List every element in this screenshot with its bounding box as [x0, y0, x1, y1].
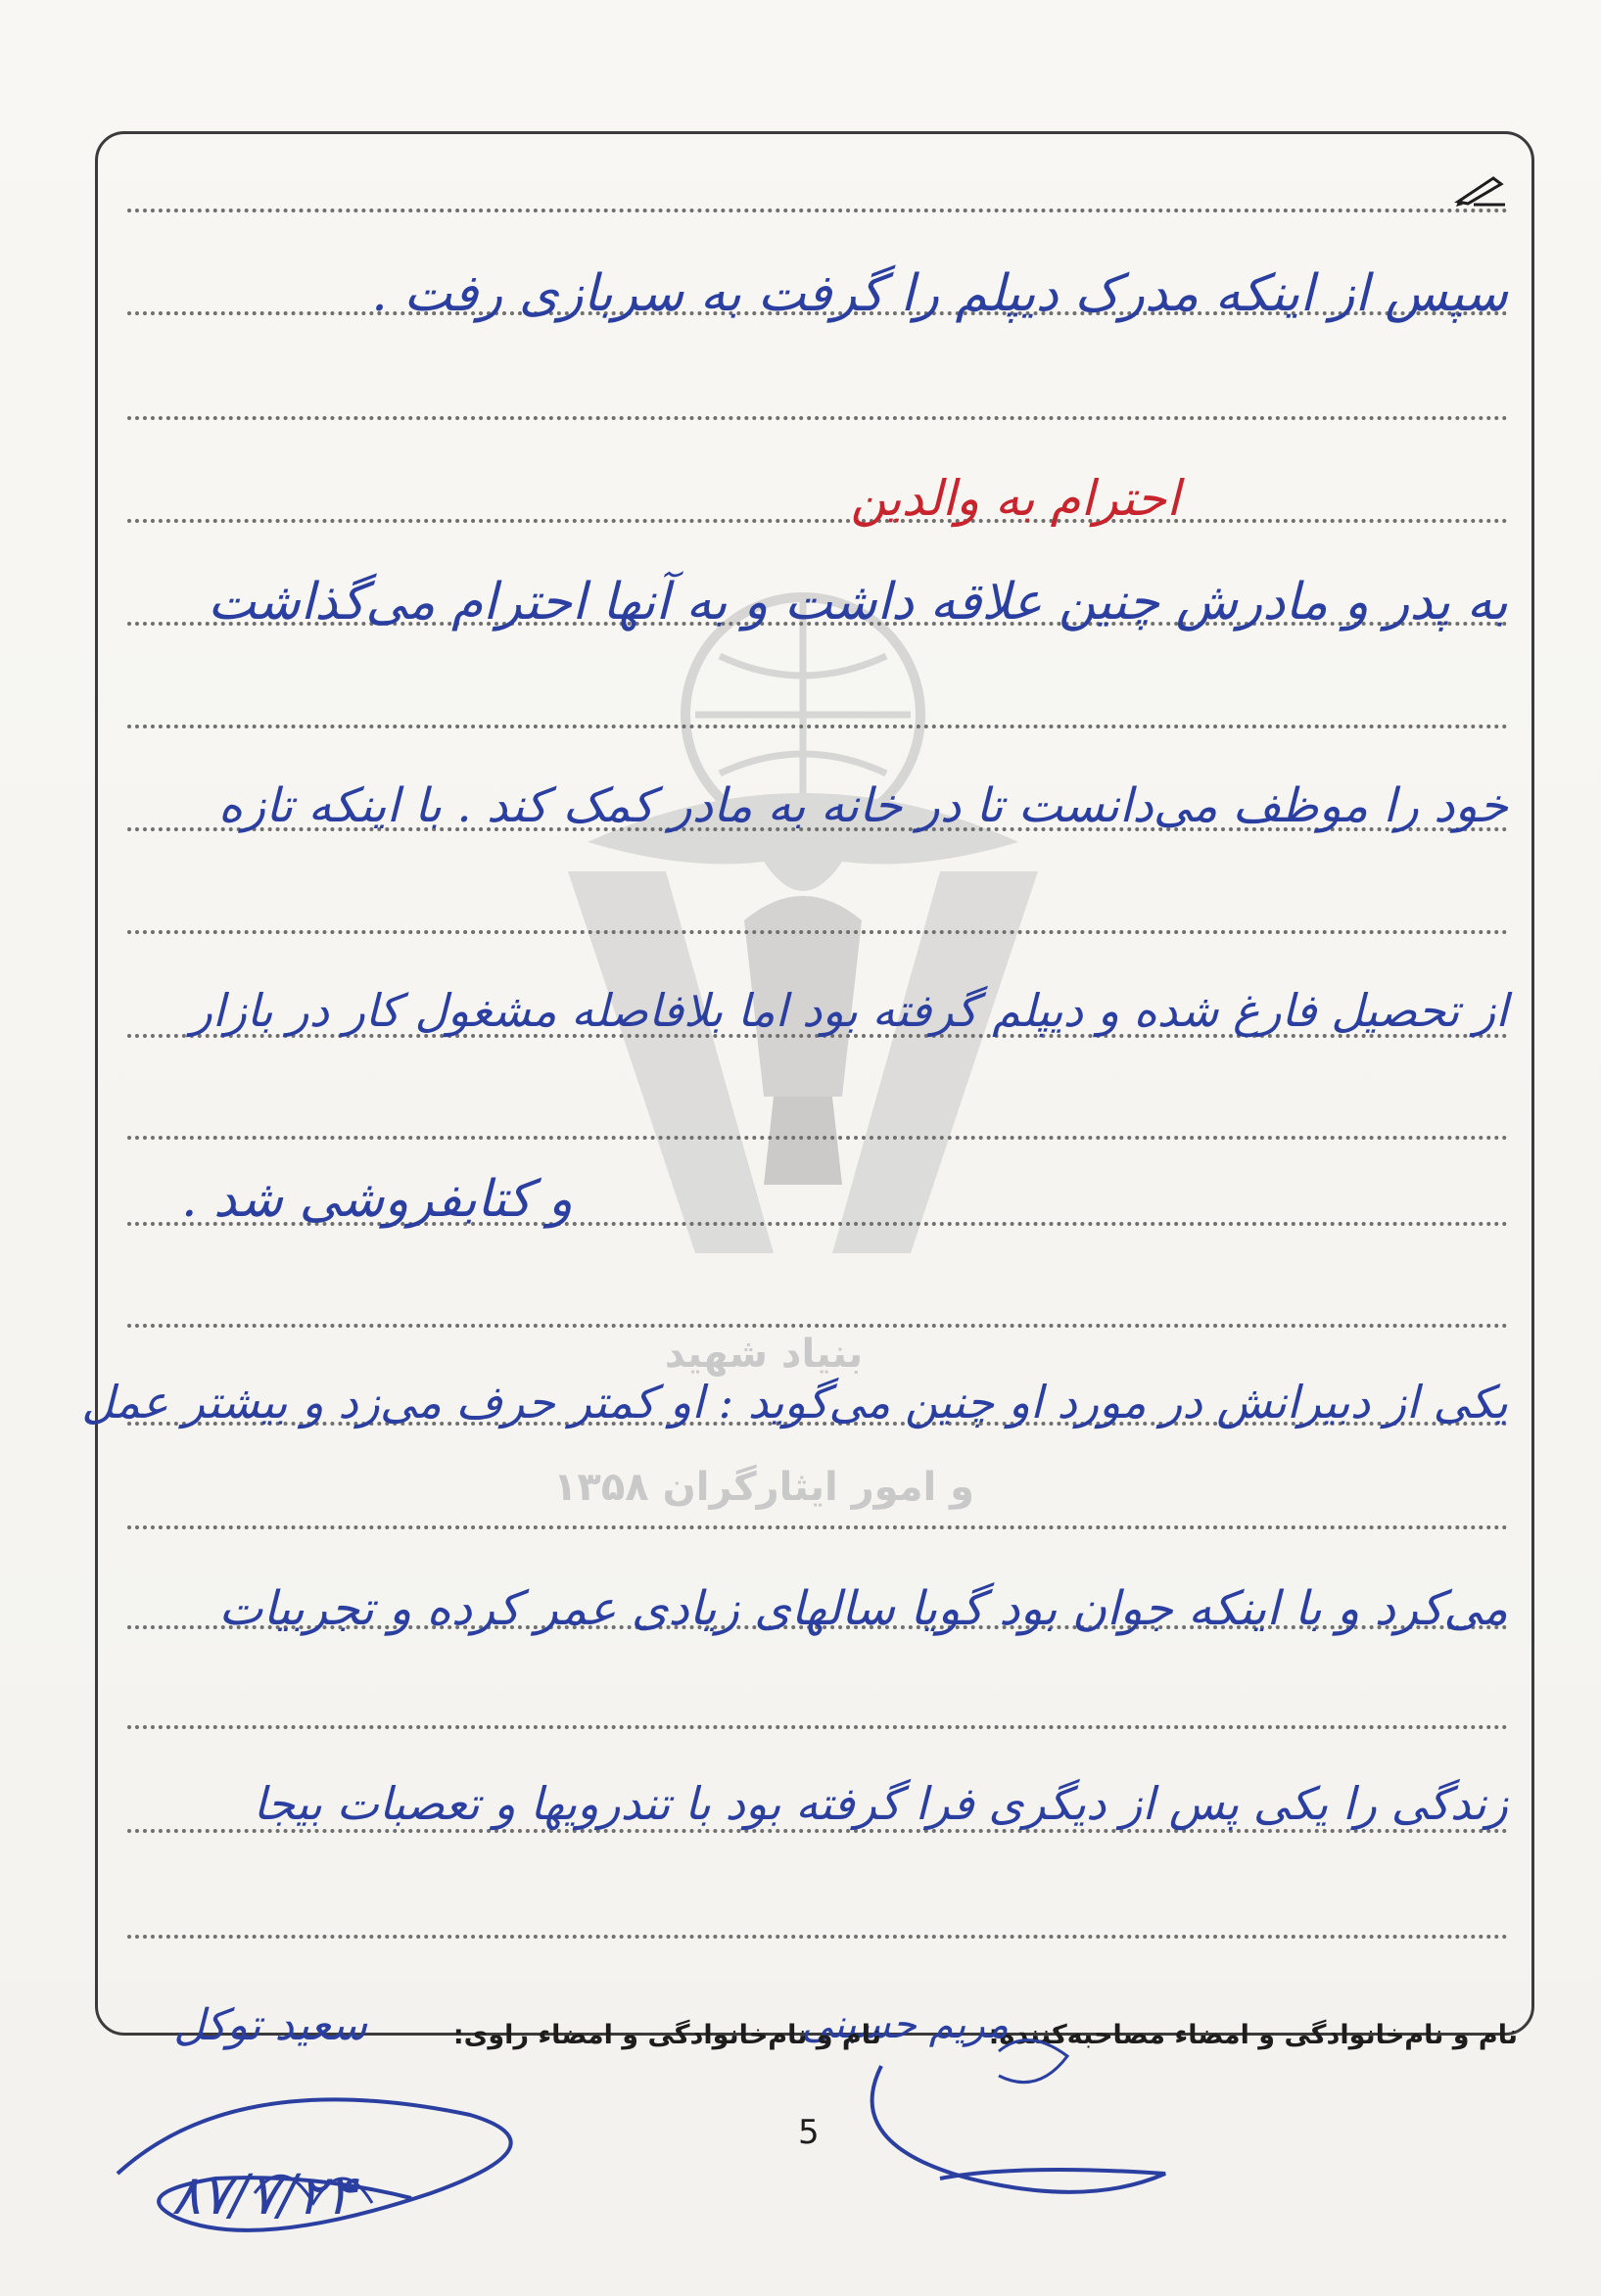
ruled-line: [127, 416, 1508, 420]
ruled-line: [127, 1525, 1508, 1529]
ruled-line: [127, 1725, 1508, 1729]
ruled-lines: [127, 0, 1508, 2296]
ruled-line: [127, 930, 1508, 934]
handwritten-line: می‌کرد و با اینکه جوان بود گویا سالهای زیادی عمر کرده و تجربیات: [218, 1581, 1508, 1636]
ruled-line: [127, 519, 1508, 523]
handwritten-line: خود را موظف می‌دانست تا در خانه به مادر کمک کند . با اینکه تازه: [217, 778, 1508, 833]
handwritten-date: ۸۷/۷/۲۴: [171, 2164, 356, 2227]
signature-scrawl: [59, 2007, 1214, 2281]
handwritten-line: زندگی را یکی پس از دیگری فرا گرفته بود با تندرویها و تعصبات بیجا: [253, 1777, 1508, 1830]
interviewer-signature: مریم حسینی: [801, 2002, 1009, 2047]
narrator-label: نام و نام‌خانوادگی و امضاء راوی:: [452, 2020, 881, 2050]
ruled-line: [127, 1324, 1508, 1328]
ruled-line: [127, 209, 1508, 212]
handwritten-line: از تحصیل فارغ شده و دیپلم گرفته بود اما بلافاصله مشغول کار در بازار: [190, 984, 1508, 1037]
handwritten-line: سپس از اینکه مدرک دیپلم را گرفت به سربازی رفت .: [371, 264, 1508, 323]
handwritten-heading: احترام به والدین: [850, 470, 1180, 527]
interviewer-label: نام و نام‌خانوادگی و امضاء مصاحبه‌کننده:: [988, 2020, 1518, 2050]
handwritten-line: و کتابفروشی شد .: [181, 1170, 573, 1229]
watermark-subtitle: ۱۳۵۸ و امور ایثارگران: [553, 1465, 974, 1510]
watermark-title: بنیاد شهید: [664, 1332, 864, 1377]
page-number: 5: [798, 2113, 820, 2152]
ruled-line: [127, 1136, 1508, 1140]
ruled-line: [127, 1935, 1508, 1939]
ruled-line: [127, 725, 1508, 728]
handwritten-line: به پدر و مادرش چنین علاقه داشت و به آنها احترام می‌گذاشت: [208, 573, 1508, 632]
handwritten-line: یکی از دبیرانش در مورد او چنین می‌گوید : او کمتر حرف می‌زد و بیشتر عمل: [81, 1376, 1508, 1429]
narrator-signature: سعید توکل: [173, 2000, 367, 2050]
